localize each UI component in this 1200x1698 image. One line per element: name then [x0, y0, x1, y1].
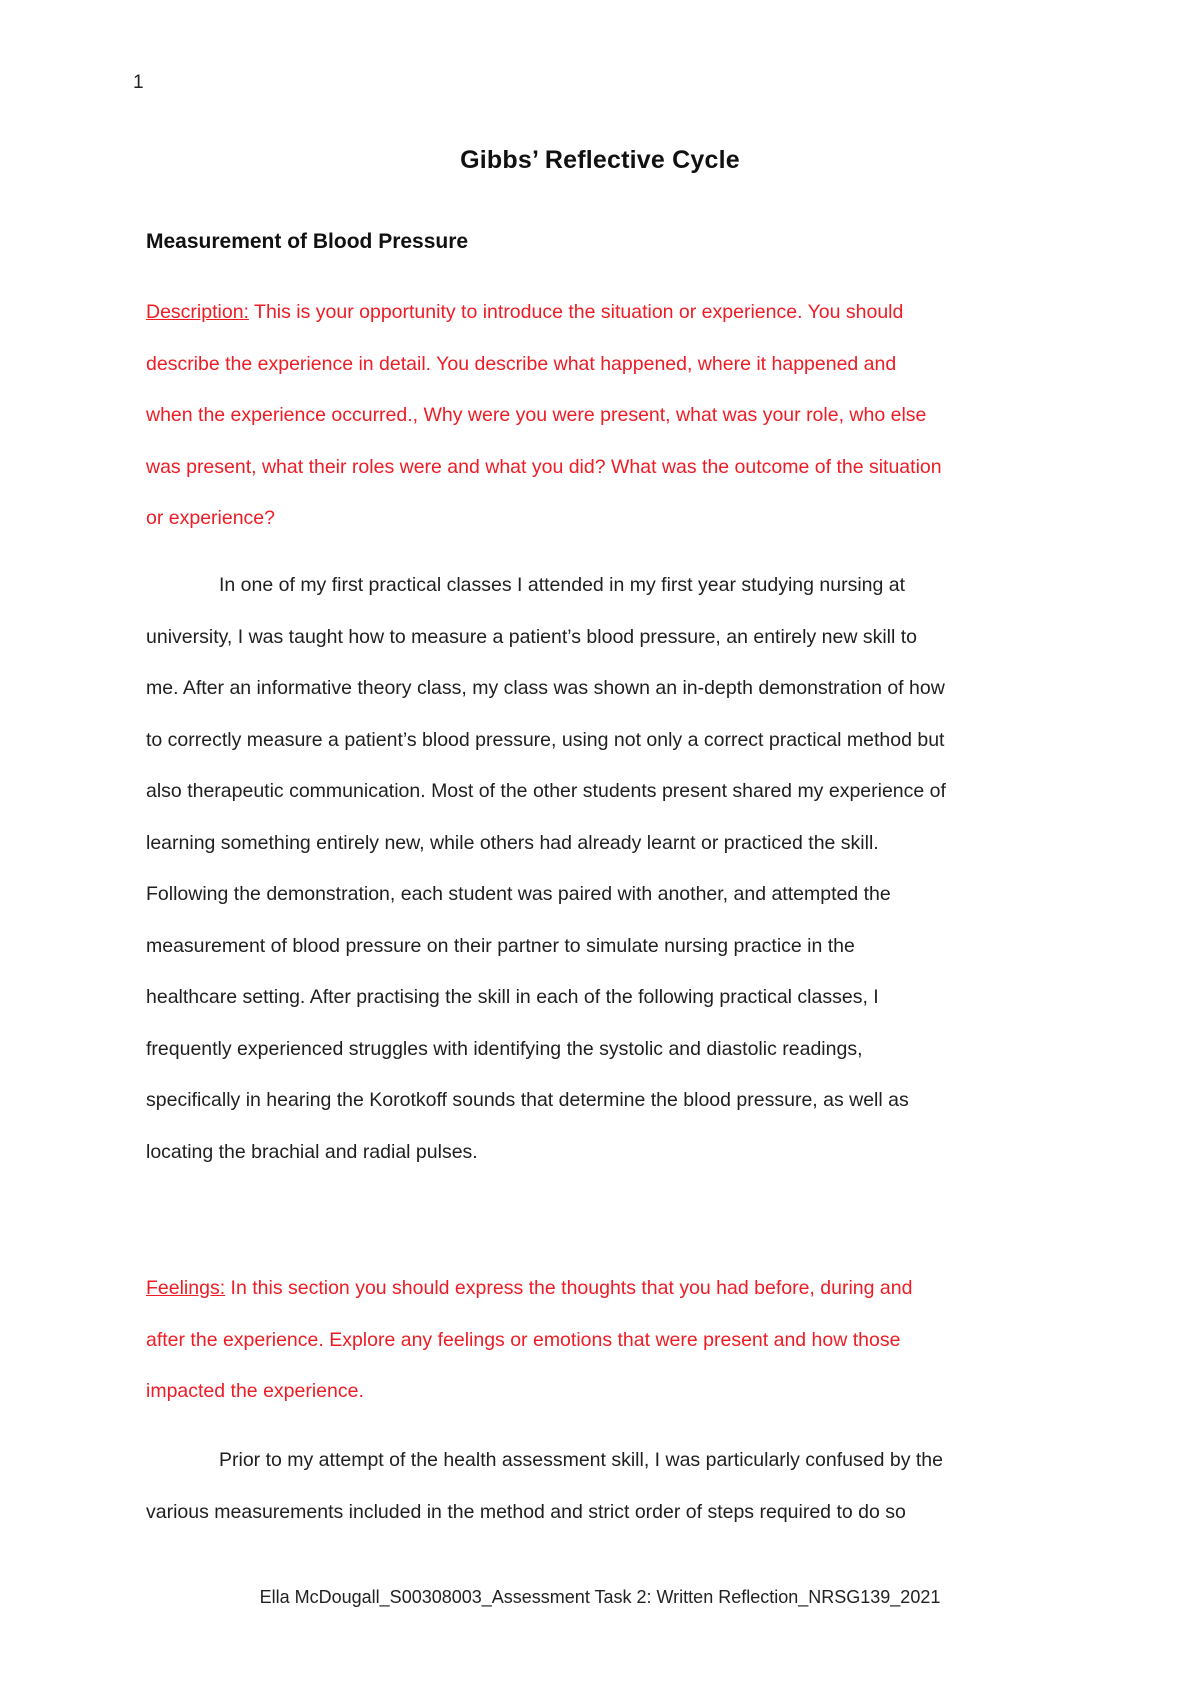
body-line: frequently experienced struggles with identifying the systolic and diastolic readings,: [146, 1037, 863, 1060]
prompt-line: impacted the experience.: [146, 1380, 364, 1402]
body-line: measurement of blood pressure on their partner to simulate nursing practice in the: [146, 934, 855, 957]
page-footer: Ella McDougall_S00308003_Assessment Task 2: Written Reflection_NRSG139_2021: [259, 1587, 941, 1607]
body-line: university, I was taught how to measure a patient’s blood pressure, an entirely new skill to: [146, 625, 918, 648]
page-number: 1: [133, 72, 144, 93]
prompt-line: describe the experience in detail. You describe what happened, where it happened and: [146, 352, 897, 375]
prompt-line: or experience?: [146, 507, 275, 529]
feelings-prompt: [146, 1263, 1066, 1418]
prompt-line: Description: This is your opportunity to introduce the situation or experience. You should: [146, 301, 904, 323]
body-line: learning something entirely new, while others had already learnt or practiced the skill.: [146, 831, 879, 854]
body-line: Following the demonstration, each student was paired with another, and attempted the: [146, 883, 891, 905]
prompt-line: when the experience occurred., Why were you were present, what was your role, who else: [146, 404, 927, 426]
body-line: me. After an informative theory class, my class was shown an in-depth demonstration of how: [146, 677, 945, 699]
description-body: [146, 560, 1066, 1178]
body-line: also therapeutic communication. Most of the other students present shared my experience of: [146, 780, 946, 802]
body-line: In one of my first practical classes I attended in my first year studying nursing at: [219, 574, 906, 596]
body-line: specifically in hearing the Korotkoff sounds that determine the blood pressure, as well as: [146, 1089, 909, 1111]
feelings-body: [146, 1435, 1066, 1538]
body-line: to correctly measure a patient’s blood pressure, using not only a correct practical method but: [146, 728, 945, 751]
body-line: Prior to my attempt of the health assessment skill, I was particularly confused by the: [219, 1449, 943, 1471]
description-prompt: [146, 287, 1066, 545]
body-line: healthcare setting. After practising the skill in each of the following practical classes, I: [146, 986, 879, 1008]
prompt-line: Feelings: In this section you should express the thoughts that you had before, during and: [146, 1277, 913, 1299]
description-label: Description:: [146, 301, 249, 323]
feelings-label: Feelings:: [146, 1277, 226, 1299]
body-line: various measurements included in the method and strict order of steps required to do so: [146, 1500, 906, 1523]
prompt-line: was present, what their roles were and what you did? What was the outcome of the situation: [146, 455, 942, 478]
document-title: Gibbs’ Reflective Cycle: [460, 146, 740, 174]
body-line: locating the brachial and radial pulses.: [146, 1140, 478, 1163]
prompt-line: after the experience. Explore any feelings or emotions that were present and how those: [146, 1328, 901, 1351]
section-heading: Measurement of Blood Pressure: [146, 230, 469, 253]
